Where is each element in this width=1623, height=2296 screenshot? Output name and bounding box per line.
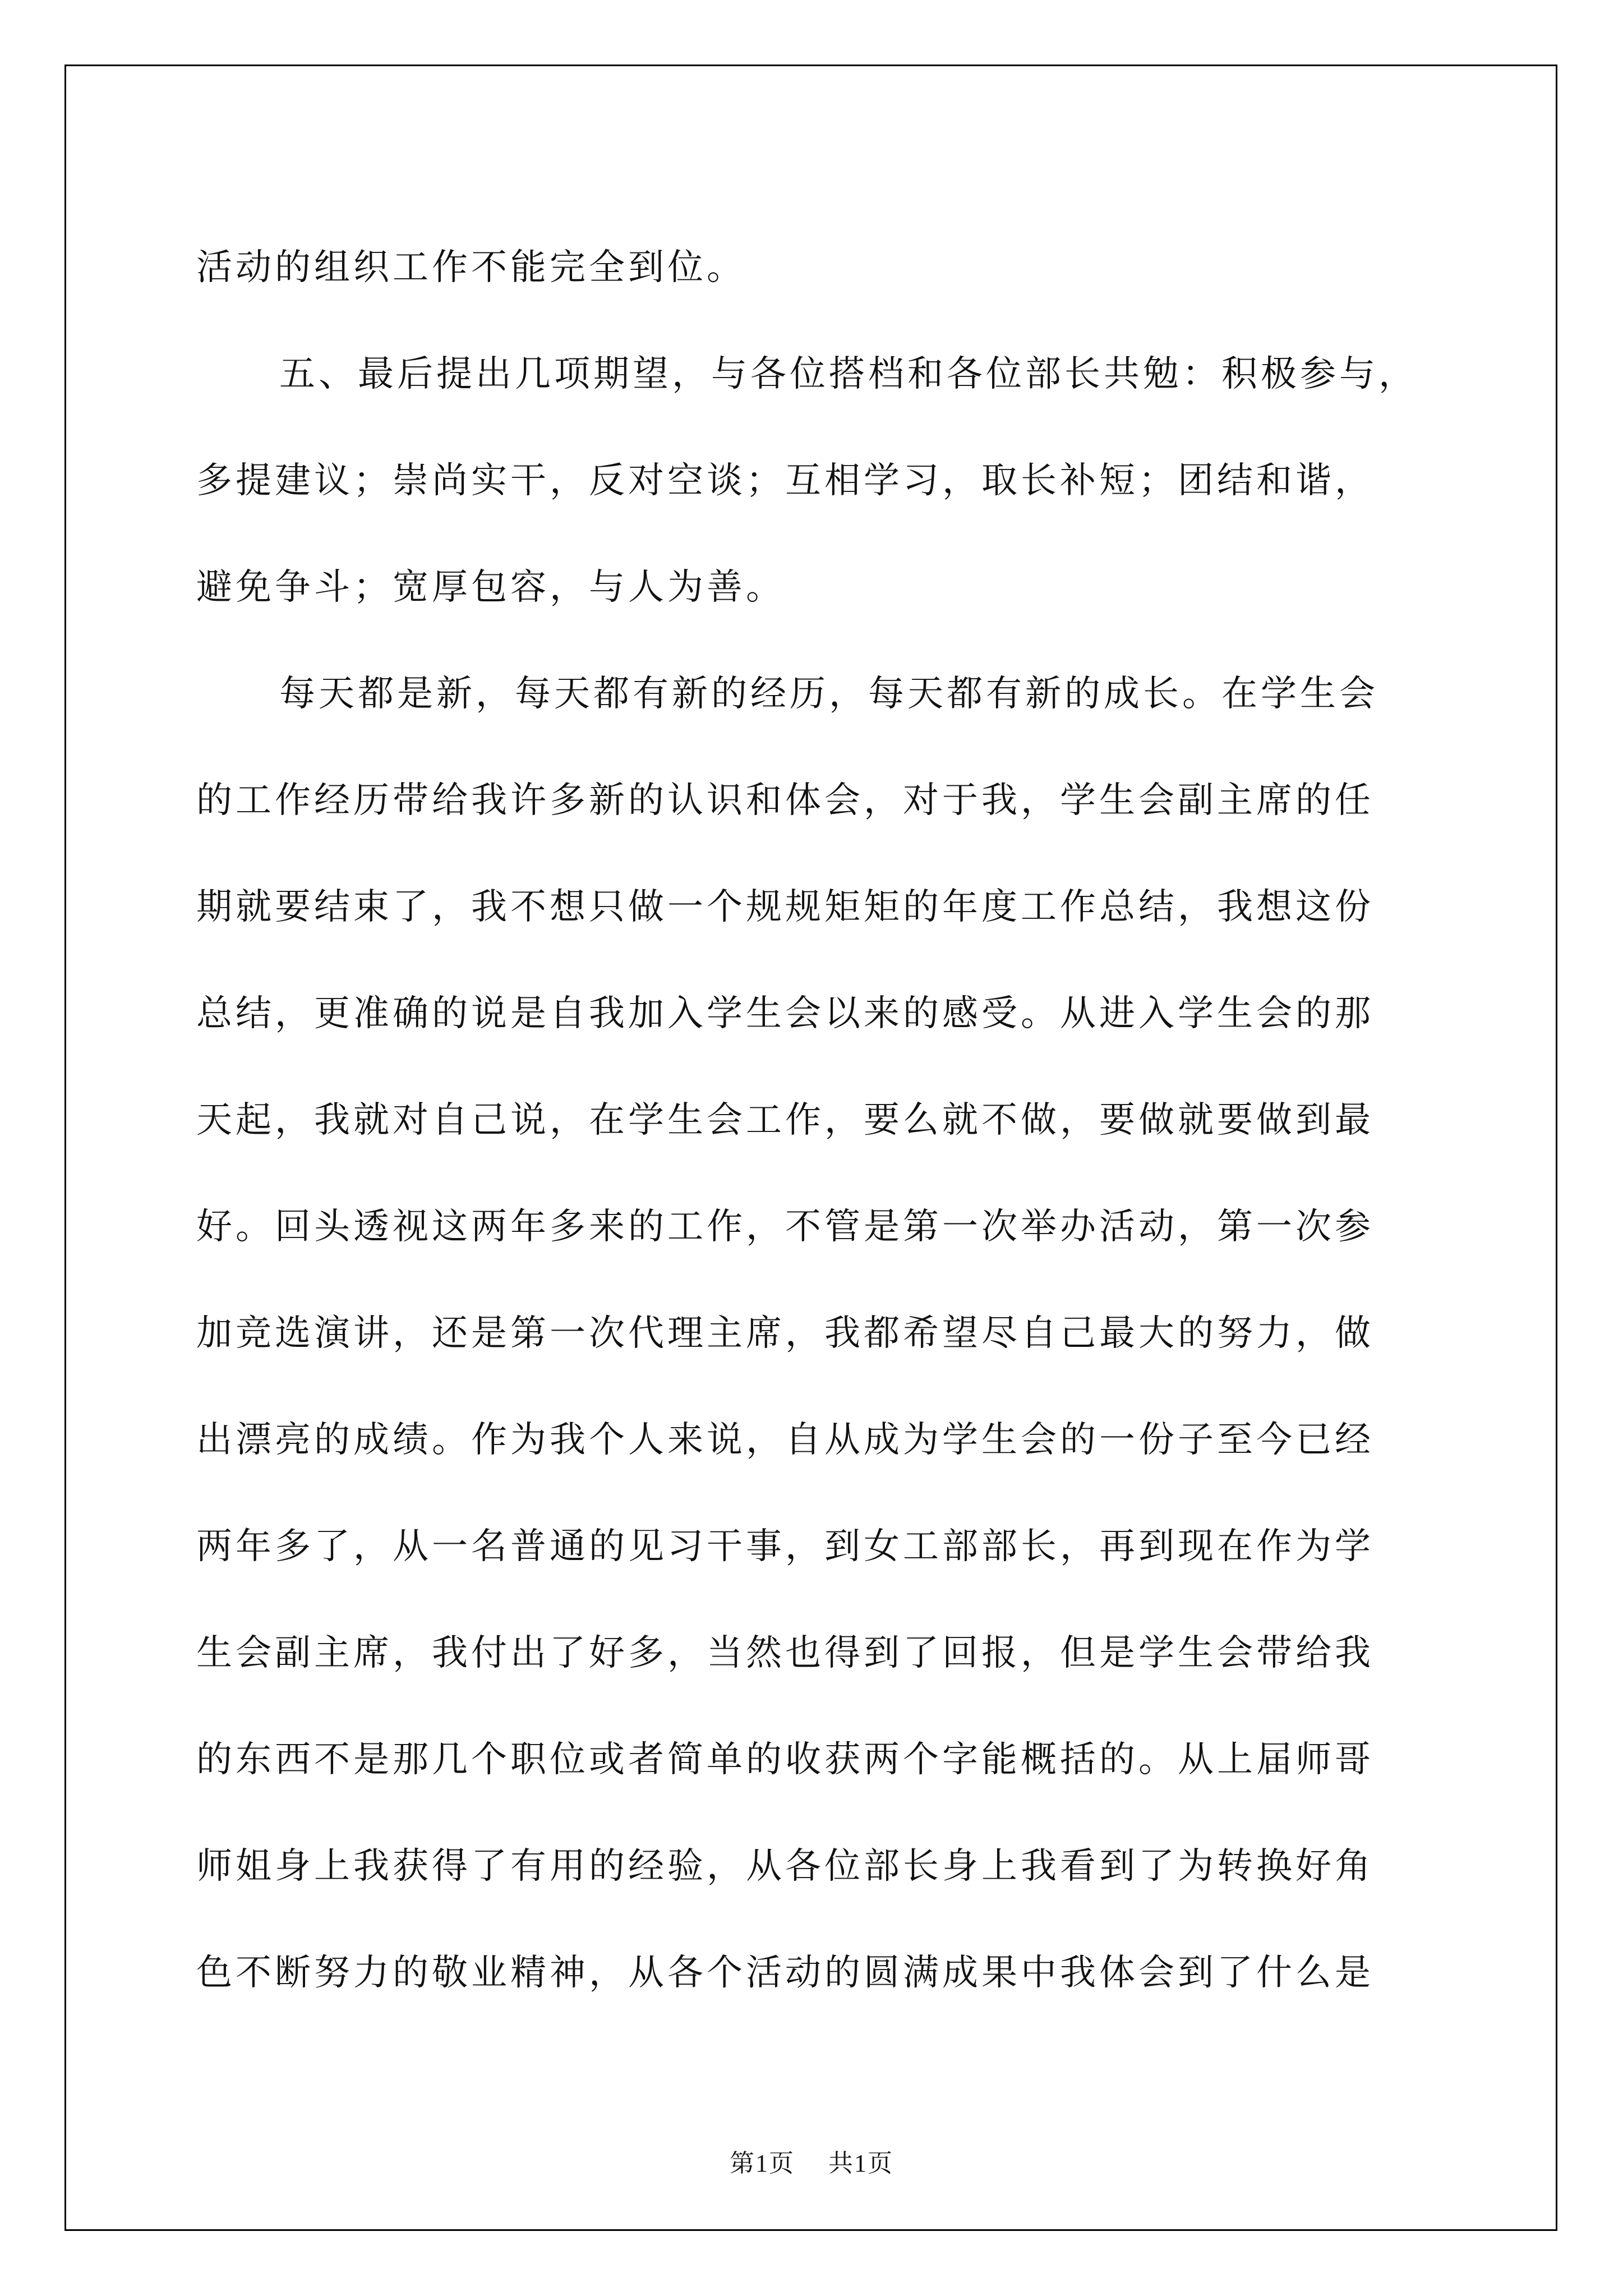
text-line: 好。回头透视这两年多来的工作，不管是第一次举办活动，第一次参 (196, 1206, 1374, 1248)
page-number: 第1页 (730, 2150, 795, 2177)
text-line: 五、最后提出几项期望，与各位搭档和各位部长共勉：积极参与， (279, 353, 1418, 395)
text-line: 多提建议；崇尚实干，反对空谈；互相学习，取长补短；团结和谐， (196, 460, 1374, 501)
page-total: 共1页 (828, 2150, 893, 2177)
text-line: 期就要结束了，我不想只做一个规规矩矩的年度工作总结，我想这份 (196, 886, 1374, 928)
text-line: 师姐身上我获得了有用的经验，从各位部长身上我看到了为转换好角 (196, 1846, 1374, 1887)
text-line: 总结，更准确的说是自我加入学生会以来的感受。从进入学生会的那 (196, 993, 1374, 1034)
text-line: 出漂亮的成绩。作为我个人来说，自从成为学生会的一份子至今已经 (196, 1419, 1374, 1461)
text-line: 每天都是新，每天都有新的经历，每天都有新的成长。在学生会 (279, 673, 1378, 715)
text-line: 的东西不是那几个职位或者简单的收获两个字能概括的。从上届师哥 (196, 1739, 1374, 1780)
document-body (196, 214, 1430, 2026)
text-line: 两年多了，从一名普通的见习干事，到女工部部长，再到现在作为学 (196, 1526, 1374, 1567)
text-line: 色不断努力的敬业精神，从各个活动的圆满成果中我体会到了什么是 (196, 1952, 1374, 1994)
text-line: 天起，我就对自己说，在学生会工作，要么就不做，要做就要做到最 (196, 1099, 1374, 1141)
text-line: 避免争斗；宽厚包容，与人为善。 (196, 567, 785, 608)
text-line: 生会副主席，我付出了好多，当然也得到了回报，但是学生会带给我 (196, 1632, 1374, 1674)
text-line: 活动的组织工作不能完全到位。 (196, 247, 746, 288)
page-footer (0, 2143, 1623, 2179)
text-line: 的工作经历带给我许多新的认识和体会，对于我，学生会副主席的任 (196, 780, 1374, 821)
text-line: 加竞选演讲，还是第一次代理主席，我都希望尽自己最大的努力，做 (196, 1313, 1374, 1354)
